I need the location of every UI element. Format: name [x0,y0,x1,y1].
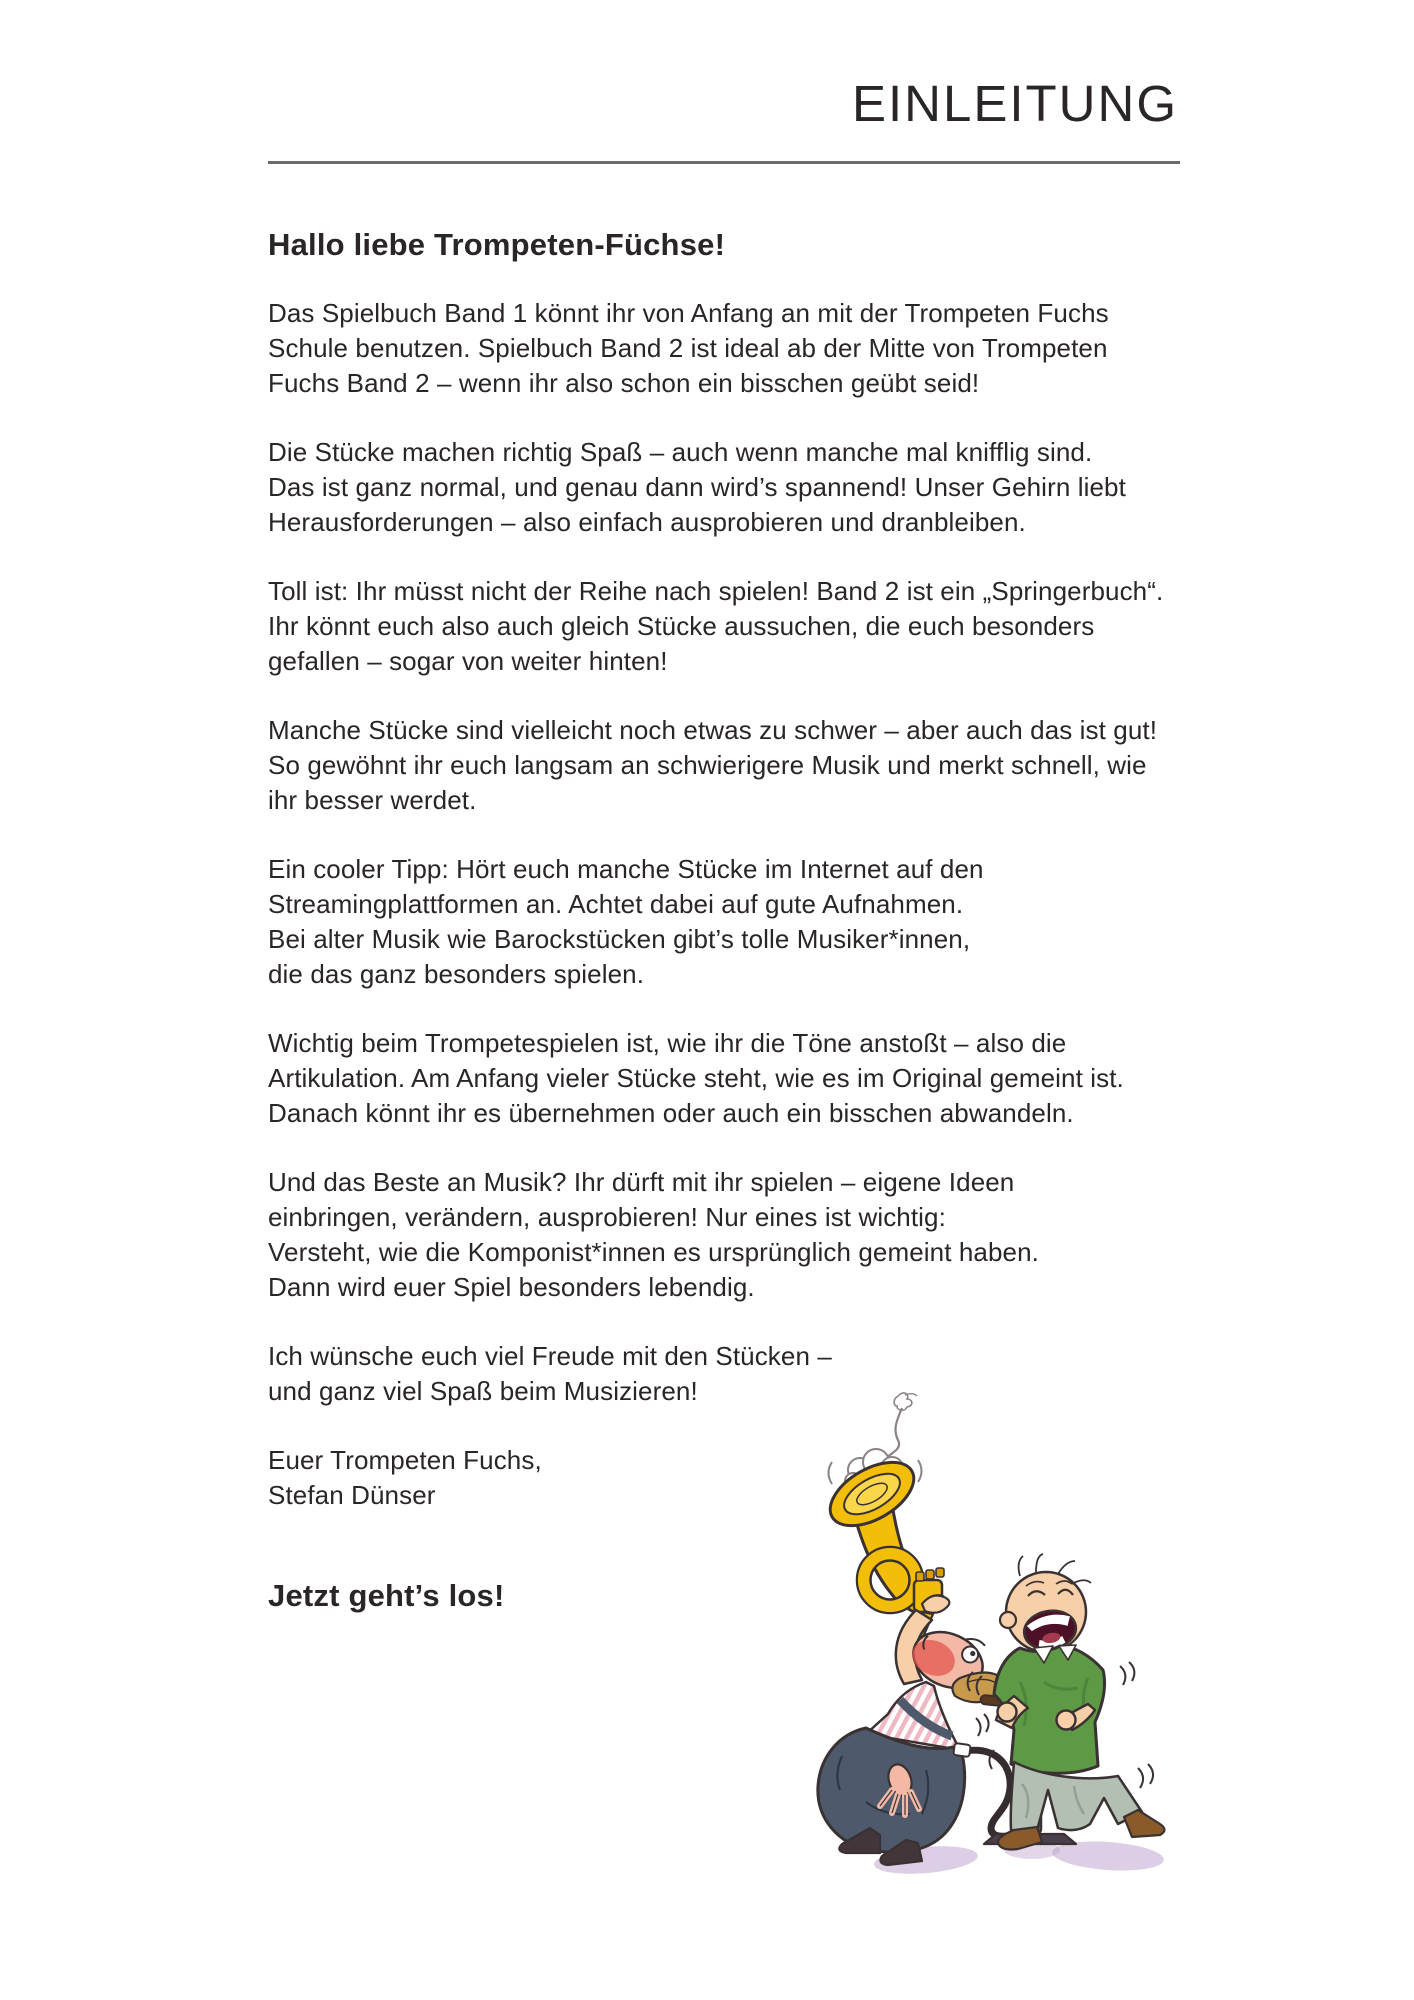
paragraph-line: Wichtig beim Trompetespielen ist, wie ihr die Töne anstoßt – also die [268,1028,1067,1058]
trumpet-pump-cartoon-illustration [808,1382,1176,1890]
paragraph-line: Ihr könnt euch also auch gleich Stücke aussuchen, die euch besonders [268,611,1095,641]
paragraph-line: Herausforderungen – also einfach ausprobieren und dranbleiben. [268,507,1026,537]
paragraph-line: Versteht, wie die Komponist*innen es ursprünglich gemeint haben. [268,1237,1039,1267]
paragraph-line: Ich wünsche euch viel Freude mit den Stücken – [268,1341,832,1371]
paragraph-line: Schule benutzen. Spielbuch Band 2 ist ideal ab der Mitte von Trompeten [268,333,1108,363]
paragraph [268,574,1208,679]
paragraph-line: ihr besser werdet. [268,785,477,815]
paragraph [268,1026,1208,1131]
paragraph-line: Stefan Dünser [268,1480,436,1510]
paragraph-line: und ganz viel Spaß beim Musizieren! [268,1376,698,1406]
paragraph-line: gefallen – sogar von weiter hinten! [268,646,668,676]
paragraph-line: So gewöhnt ihr euch langsam an schwierigere Musik und merkt schnell, wie [268,750,1147,780]
paragraph-line: Das ist ganz normal, und genau dann wird’s spannend! Unser Gehirn liebt [268,472,1126,502]
paragraph-line: Fuchs Band 2 – wenn ihr also schon ein bisschen geübt seid! [268,368,980,398]
paragraph [268,296,1208,401]
paragraph-line: Die Stücke machen richtig Spaß – auch wenn manche mal knifflig sind. [268,437,1093,467]
main-heading: Hallo liebe Trompeten-Füchse! [268,227,726,262]
paragraph [268,852,1208,992]
page-title: EINLEITUNG [851,75,1178,132]
paragraph-line: die das ganz besonders spielen. [268,959,645,989]
paragraph-line: Das Spielbuch Band 1 könnt ihr von Anfang an mit der Trompeten Fuchs [268,298,1109,328]
paragraph-line: Ein cooler Tipp: Hört euch manche Stücke im Internet auf den [268,854,984,884]
paragraph-line: Und das Beste an Musik? Ihr dürft mit ihr spielen – eigene Ideen [268,1167,1015,1197]
paragraph-line: Toll ist: Ihr müsst nicht der Reihe nach spielen! Band 2 ist ein „Springerbuch“. [268,576,1164,606]
body-paragraphs [268,296,1208,1513]
paragraph-line: Bei alter Musik wie Barockstücken gibt’s tolle Musiker*innen, [268,924,971,954]
paragraph [268,435,1208,540]
trumpet-player [818,1595,1008,1865]
paragraph-line: Streamingplattformen an. Achtet dabei auf gute Aufnahmen. [268,889,964,919]
title-rule [268,161,1180,164]
paragraph-line: Artikulation. Am Anfang vieler Stücke steht, wie es im Original gemeint ist. [268,1063,1124,1093]
closing-heading: Jetzt geht’s los! [268,1578,505,1613]
paragraph-line: Danach könnt ihr es übernehmen oder auch ein bisschen abwandeln. [268,1098,1074,1128]
paragraph-line: Euer Trompeten Fuchs, [268,1445,542,1475]
paragraph-line: Manche Stücke sind vielleicht noch etwas zu schwer – aber auch das ist gut! [268,715,1158,745]
paragraph [268,1165,1208,1305]
paragraph-line: Dann wird euer Spiel besonders lebendig. [268,1272,755,1302]
paragraph-line: einbringen, verändern, ausprobieren! Nur eines ist wichtig: [268,1202,946,1232]
paragraph [268,713,1208,818]
